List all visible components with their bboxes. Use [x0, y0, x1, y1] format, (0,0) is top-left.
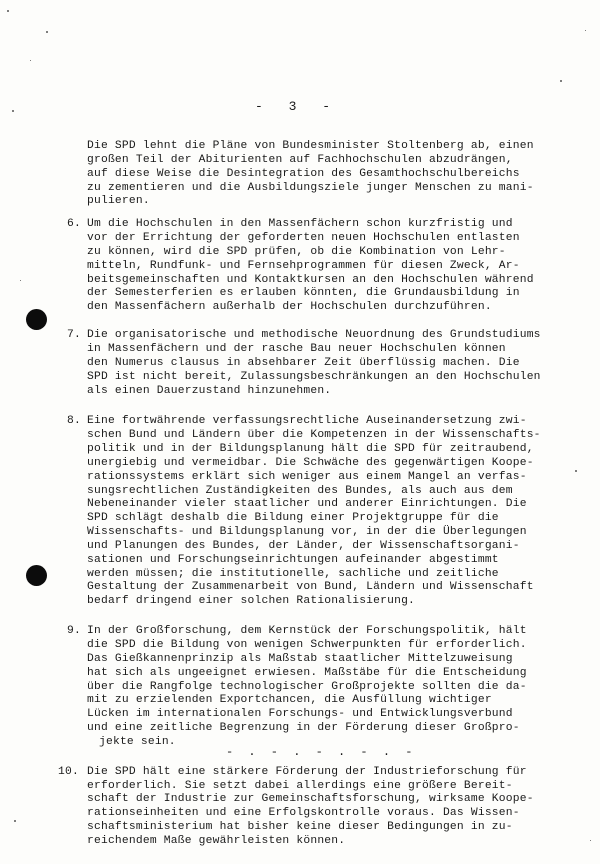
text-line: der Semesterferien es erlauben könnten, die Grundausbildung in [87, 287, 520, 300]
text-line: zu zementieren und die Ausbildungsziele junger Menschen zu mani- [87, 181, 534, 194]
text-line: zu können, wird die SPD prüfen, ob die Kombination von Lehr- [87, 245, 506, 258]
text-line: sationen und Forschungseinrichtungen aufeinander abgestimmt [87, 553, 499, 566]
scan-speck [7, 10, 9, 12]
paragraph-number: 9. [67, 625, 81, 638]
paragraph-number: 7. [67, 329, 81, 342]
text-line: unergiebig und vermeidbar. Die Schwäche des gegenwärtigen Koope- [87, 456, 534, 469]
scan-speck [585, 30, 586, 31]
text-line: großen Teil der Abiturienten auf Fachhochschulen abzudrängen, [87, 153, 513, 166]
text-line: Um die Hochschulen in den Massenfächern schon kurzfristig und [87, 218, 513, 231]
text-line: rationssystems erklärt sich weniger aus einem Mangel an verfas- [87, 470, 527, 483]
text-line: Die SPD hält eine stärkere Förderung der Industrieforschung für [87, 765, 527, 778]
text-line: SPD ist nicht bereit, Zulassungsbeschränkungen an den Hochschulen [87, 370, 541, 383]
paragraph-6 [62, 218, 562, 315]
end-marker: - . - . - . - . - [226, 745, 417, 759]
document-body [58, 128, 562, 849]
page-number: - 3 - [255, 99, 340, 114]
text-line: rationseinheiten und eine Erfolgskontrolle voraus. Das Wissen- [87, 807, 520, 820]
scan-speck [12, 110, 14, 112]
paragraph-9 [62, 625, 562, 750]
scan-speck [560, 80, 562, 82]
text-line: erforderlich. Sie setzt dabei allerdings eine größere Bereit- [87, 779, 513, 792]
text-line: hat sich als ungeeignet erwiesen. Maßstäbe für die Entscheidung [87, 666, 527, 679]
paragraph-7 [62, 329, 562, 398]
scan-speck [46, 31, 48, 33]
text-line: auf diese Weise die Desintegration des Gesamthochschulbereichs [87, 167, 520, 180]
punch-hole-bottom [26, 565, 47, 586]
text-line: reichendem Maße gewährleisten können. [87, 834, 346, 847]
text-line: In der Großforschung, dem Kernstück der Forschungspolitik, hält [87, 625, 527, 638]
text-line: Gestaltung der Zusammenarbeit von Bund, Ländern und Wissenschaft [87, 581, 534, 594]
text-line: Die SPD lehnt die Pläne von Bundesminister Stoltenberg ab, einen [87, 140, 534, 152]
paragraph-10 [58, 765, 562, 849]
text-line: Wissenschafts- und Bildungsplanung vor, in der die Überlegungen [87, 526, 527, 539]
paragraph-number: 6. [67, 218, 81, 231]
text-line: sungsrechtlichen Zuständigkeiten des Bundes, als auch aus dem [87, 484, 513, 497]
text-line: und eine zeitliche Begrenzung in der Förderung dieser Großpro- [87, 722, 520, 735]
text-line: über die Rangfolge technologischer Großprojekte sollten die da- [87, 680, 527, 693]
text-line: schaftsministerium hat bisher keine dieser Bedingungen in zu- [87, 821, 513, 834]
text-line: schaft der Industrie zur Gemeinschaftsforschung, wirksame Koope- [87, 793, 534, 806]
text-line: den Massenfächern außerhalb der Hochschulen durchzuführen. [87, 301, 492, 314]
paragraph-8 [62, 415, 562, 609]
text-line: beitsgemeinschaften und Kontaktkursen an den Hochschulen während [87, 273, 534, 286]
text-line: werden müssen; die institutionelle, sachliche und zeitliche [87, 567, 499, 580]
text-line: SPD schlägt deshalb die Bildung einer Projektgruppe für die [87, 512, 499, 525]
paragraph-intro [62, 140, 562, 209]
paragraph-number: 8. [67, 415, 81, 428]
text-line: die SPD die Bildung von wenigen Schwerpunkten für erforderlich. [87, 639, 527, 651]
text-line: und Planungen des Bundes, der Länder, der Wissenschaftsorgani- [87, 539, 520, 552]
text-line: Nebeneinander vieler staatlicher und anderer Einrichtungen. Die [87, 498, 527, 511]
text-line: in Massenfächern und der rasche Bau neuer Hochschulen können [87, 342, 506, 355]
paragraph-number: 10. [58, 765, 79, 778]
text-line: Lücken im internationalen Forschungs- und Entwicklungsverbund [87, 708, 513, 721]
scan-speck [590, 840, 591, 841]
scan-speck [30, 60, 31, 61]
text-line: als einen Dauerzustand hinzunehmen. [87, 384, 332, 397]
scan-speck [575, 470, 577, 472]
scan-speck [14, 820, 16, 822]
text-line: schen Bund und Ländern über die Kompetenzen in der Wissenschafts- [87, 429, 541, 442]
text-line: den Numerus clausus in absehbarer Zeit überflüssig machen. Die [87, 356, 520, 369]
punch-hole-top [26, 309, 47, 330]
scan-speck [20, 280, 21, 281]
text-line: bedarf dringend einer solchen Rationalisierung. [87, 595, 416, 608]
text-line: mit zu erzielenden Exportchancen, die Ausfüllung wichtiger [87, 694, 492, 707]
text-line: Das Gießkannenprinzip als Maßstab staatlicher Mittelzuweisung [87, 652, 513, 665]
text-line: jekte sein. [99, 735, 176, 748]
text-line: Die organisatorische und methodische Neuordnung des Grundstudiums [87, 329, 541, 342]
text-line: vor der Errichtung der geforderten neuen Hochschulen entlasten [87, 232, 520, 245]
text-line: Eine fortwährende verfassungsrechtliche Auseinandersetzung zwi- [87, 415, 527, 428]
text-line: pulieren. [87, 195, 150, 208]
text-line: politik und in der Bildungsplanung hält die SPD für zeitraubend, [87, 443, 534, 456]
text-line: mitteln, Rundfunk- und Fernsehprogrammen für diesen Zweck, Ar- [87, 259, 520, 272]
